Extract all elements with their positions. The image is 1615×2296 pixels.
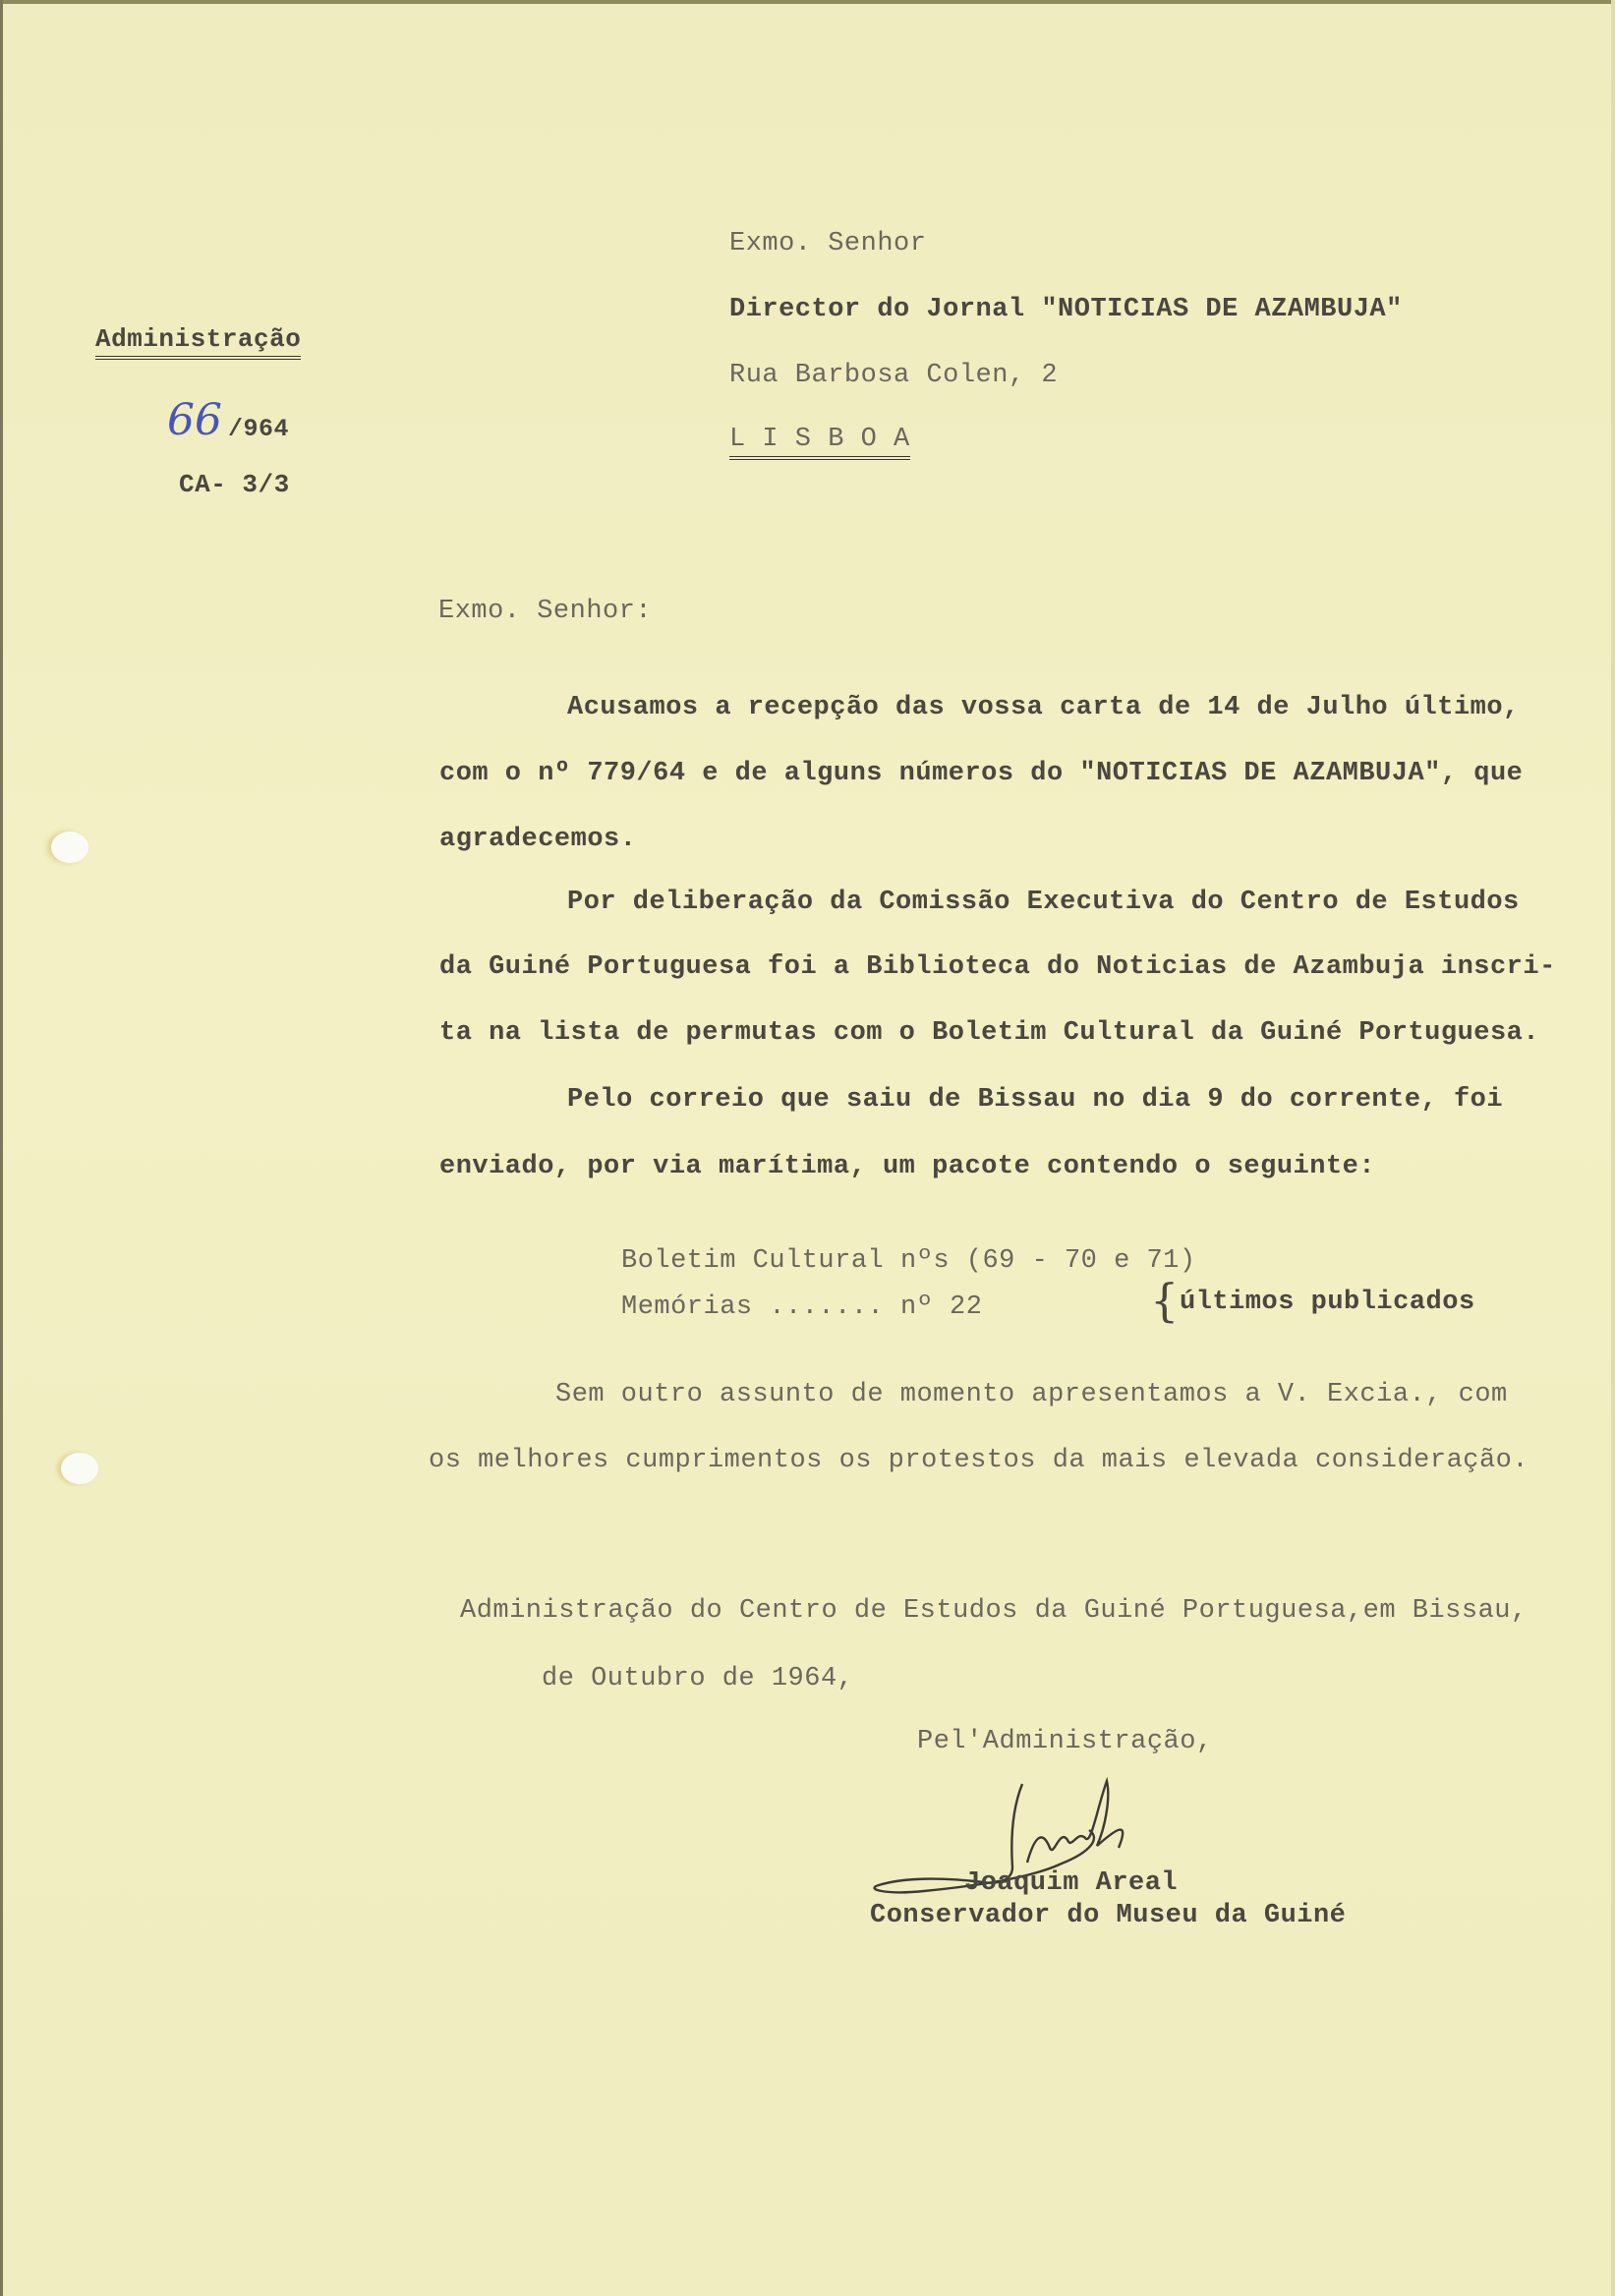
body-line: enviado, por via marítima, um pacote contendo o seguinte: (439, 1152, 1376, 1181)
body-line: Pelo correio que saiu de Bissau no dia 9 do corrente, foi (567, 1085, 1504, 1115)
department-label: Administração (95, 324, 301, 360)
signoff: Pel'Administração, (917, 1727, 1213, 1756)
date-line: de Outubro de 1964, (542, 1664, 854, 1693)
body-line: ta na lista de permutas com o Boletim Cultural da Guiné Portuguesa. (439, 1018, 1540, 1048)
item-memorias: Memórias ....... nº 22 (621, 1292, 983, 1322)
file-code: CA- 3/3 (179, 470, 290, 499)
body-line: agradecemos. (439, 825, 637, 854)
punch-hole-icon (61, 1453, 98, 1484)
body-line: Acusamos a recepção das vossa carta de 14 de Julho último, (567, 693, 1520, 722)
brace-icon: { (1150, 1274, 1180, 1327)
place-line: Administração do Centro de Estudos da Guiné Portuguesa,em Bissau, (460, 1596, 1528, 1626)
page-top-edge (0, 0, 1615, 4)
ref-year: /964 (228, 415, 290, 443)
body-line: com o nº 779/64 e de alguns números do "NOTICIAS DE AZAMBUJA", que (439, 759, 1524, 788)
body-line: Por deliberação da Comissão Executiva do Centro de Estudos (567, 888, 1520, 917)
addressee-street: Rua Barbosa Colen, 2 (729, 361, 1059, 390)
body-line: da Guiné Portuguesa foi a Biblioteca do Noticias de Azambuja inscri- (439, 952, 1556, 982)
punch-hole-icon (51, 832, 88, 863)
item-boletim: Boletim Cultural nºs (69 - 70 e 71) (621, 1246, 1196, 1276)
page-right-edge (1611, 0, 1615, 2296)
signatory-title: Conservador do Museu da Guiné (870, 1901, 1347, 1930)
closing-line: os melhores cumprimentos os protestos da mais elevada consideração. (429, 1446, 1529, 1475)
closing-line: Sem outro assunto de momento apresentamos a V. Excia., com (555, 1380, 1508, 1409)
handwritten-ref-number: 66 (167, 395, 222, 445)
addressee-city: L I S B O A (729, 425, 910, 460)
addressee-salutation: Exmo. Senhor (729, 229, 927, 258)
items-note: últimos publicados (1180, 1288, 1475, 1317)
addressee-title: Director do Jornal "NOTICIAS DE AZAMBUJA" (729, 295, 1403, 324)
signatory-name: Joaquim Areal (964, 1868, 1179, 1898)
page-left-edge (0, 0, 3, 2296)
greeting: Exmo. Senhor: (438, 597, 653, 626)
